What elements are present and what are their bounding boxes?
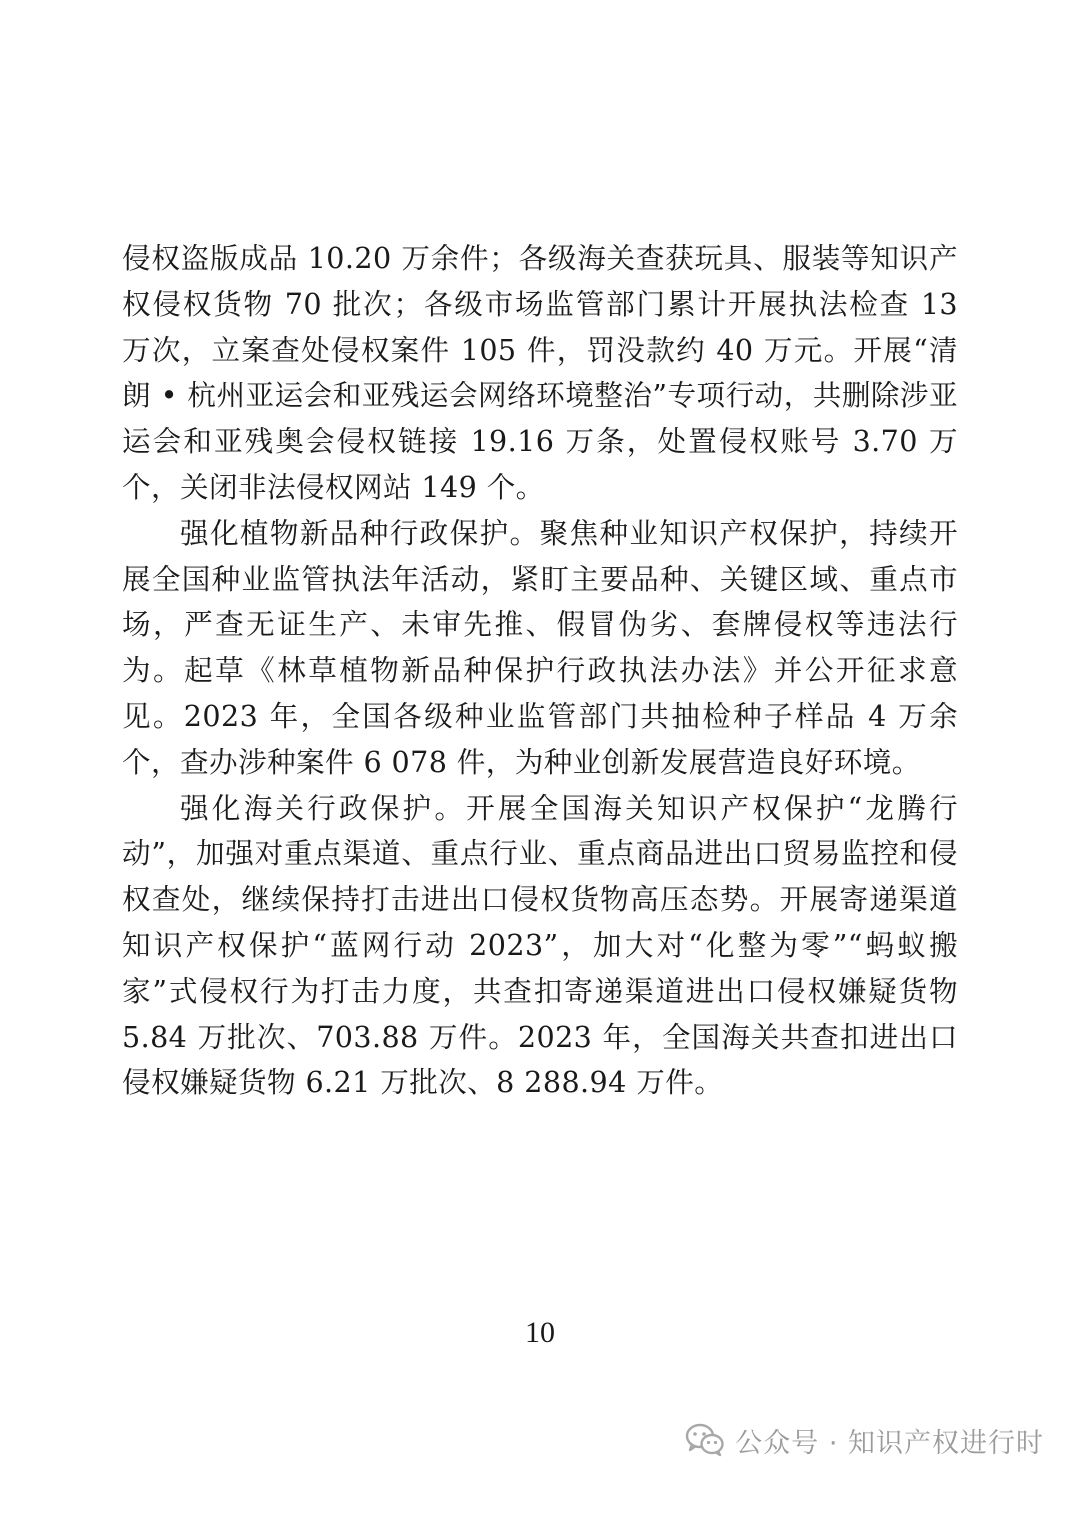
paragraph-customs-protection: 强化海关行政保护。开展全国海关知识产权保护“龙腾行动”，加强对重点渠道、重点行业、重点商品进出口贸易监控和侵权查处，继续保持打击进出口侵权货物高压态势。开展寄递渠道知识产权保护“蓝网行动 2023”，加大对“化整为零”“蚂蚁搬家”式侵权行为打击力度，共查扣寄递渠道进出口侵权嫌疑货物 5.84 万批次、703.88 万件。2023 年，全国海关共查扣进出口侵权嫌疑货物 6.21 万批次、8 288.94 万件。 (122, 790, 958, 1100)
document-body (122, 236, 958, 1106)
wechat-icon (685, 1423, 725, 1457)
watermark-text: 公众号 · 知识产权进行时 (735, 1427, 1044, 1459)
page-number: 10 (525, 1316, 555, 1349)
paragraph-plant-variety-protection: 强化植物新品种行政保护。聚焦种业知识产权保护，持续开展全国种业监管执法年活动，紧盯主要品种、关键区域、重点市场，严查无证生产、未审先推、假冒伪劣、套牌侵权等违法行为。起草《林草植物新品种保护行政执法办法》并公开征求意见。2023 年，全国各级种业监管部门共抽检种子样品 4 万余个，查办涉种案件 6 078 件，为种业创新发展营造良好环境。 (122, 515, 958, 779)
paragraph-continuation: 侵权盗版成品 10.20 万余件；各级海关查获玩具、服装等知识产权侵权货物 70 批次；各级市场监管部门累计开展执法检查 13 万次，立案查处侵权案件 105 件，罚没款约 40 万元。开展“清朗 • 杭州亚运会和亚残运会网络环境整治”专项行动，共删除涉亚运会和亚残奥会侵权链接 19.16 万条，处置侵权账号 3.70 万个，关闭非法侵权网站 149 个。 (122, 241, 958, 504)
watermark (685, 1420, 1044, 1460)
